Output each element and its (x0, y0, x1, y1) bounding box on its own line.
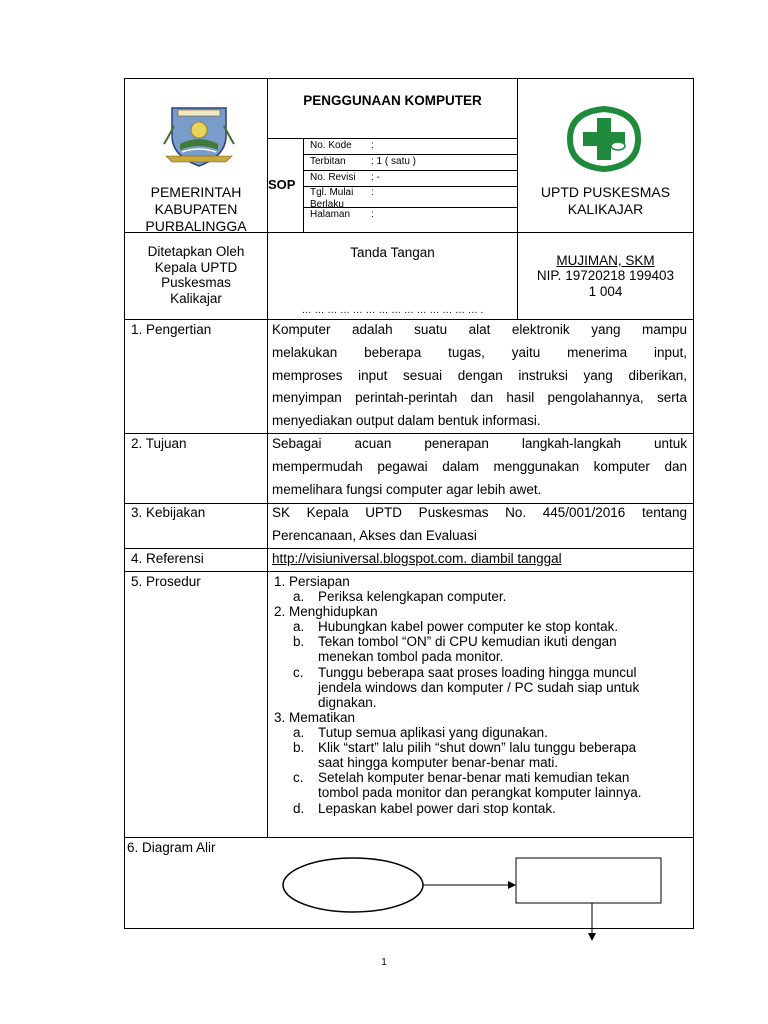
pengertian-line: memproses input sesuai dengan instruksi yang diberikan, (272, 368, 687, 383)
step-item: Periksa kelengkapan computer. (318, 589, 507, 604)
item-marker: b. (293, 634, 305, 649)
step-item: Klik “start” lalu pilih “shut down” lalu tunggu beberapa (318, 740, 637, 755)
meta-value-no-revisi: : - (371, 172, 380, 183)
section-label-diagram: 6. Diagram Alir (127, 840, 216, 855)
flowchart-process-box (516, 858, 661, 903)
flowchart-arrowhead (508, 881, 516, 889)
step-item: Tekan tombol “ON” di CPU kemudian ikuti dengan (318, 634, 617, 649)
approver-label: Ditetapkan Oleh Kepala UPTD Puskesmas Kalikajar (147, 244, 245, 306)
reference-link[interactable]: http://visiuniversal.blogspot.com. diambil tanggal (272, 551, 562, 566)
step-item: dignakan. (318, 695, 377, 710)
flowchart (268, 838, 693, 943)
section-label-prosedur: 5. Prosedur (131, 574, 201, 589)
tujuan-line: mempermudah pegawai dalam menggunakan komputer dan (272, 459, 687, 474)
meta-label-terbitan: Terbitan (310, 156, 346, 167)
step-heading: 1. Persiapan (274, 574, 350, 589)
section-label-referensi: 4. Referensi (131, 551, 204, 566)
org-name: UPTD PUSKESMAS KALIKAJAR (540, 184, 671, 217)
step-item: jendela windows dan komputer / PC sudah siap untuk (318, 680, 640, 695)
step-heading: 2. Menghidupkan (274, 604, 378, 619)
meta-value-halaman: : (371, 209, 374, 220)
pengertian-line: Komputer adalah suatu alat elektronik yang mampu (272, 322, 687, 337)
sop-label: SOP (268, 177, 296, 192)
step-item: Tutup semua aplikasi yang digunakan. (318, 725, 548, 740)
gov-name: PEMERINTAH KABUPATEN PURBALINGGA (145, 184, 247, 234)
section-label-pengertian: 1. Pengertian (131, 322, 212, 337)
step-item: Lepaskan kabel power dari stop kontak. (318, 801, 556, 816)
meta-label-halaman: Halaman (310, 209, 351, 220)
kebijakan-line: Perencanaan, Akses dan Evaluasi (272, 528, 477, 543)
item-marker: d. (293, 801, 305, 816)
approver-name: MUJIMAN, SKM (556, 253, 655, 268)
meta-label-no-kode: No. Kode (310, 140, 352, 151)
flowchart-down-arrowhead (588, 933, 596, 941)
item-marker: c. (293, 770, 304, 785)
step-heading: 3. Mematikan (274, 710, 356, 725)
approver-nip: NIP. 19720218 199403 1 004 (536, 268, 675, 299)
step-item: menekan tombol pada monitor. (318, 649, 504, 664)
document-title: PENGGUNAAN KOMPUTER (303, 93, 482, 108)
item-marker: c. (293, 665, 304, 680)
flowchart-start-ellipse (283, 858, 423, 912)
section-label-tujuan: 2. Tujuan (131, 436, 187, 451)
step-item: Hubungkan kabel power computer ke stop kontak. (318, 619, 619, 634)
meta-label-no-revisi: No. Revisi (310, 172, 356, 183)
meta-value-tgl-berlaku: : (371, 187, 374, 198)
item-marker: b. (293, 740, 305, 755)
step-item: saat hingga komputer benar-benar mati. (318, 755, 559, 770)
item-marker: a. (293, 589, 305, 604)
signature-line: … … … … … … … … … … … … … … . (301, 305, 484, 316)
meta-label-tgl-berlaku: Tgl. Mulai Berlaku (310, 187, 354, 210)
meta-value-terbitan: : 1 ( satu ) (371, 156, 417, 167)
pengertian-line: melakukan beberapa tugas, yaitu menerima input, (272, 345, 687, 360)
step-item: Setelah komputer benar-benar mati kemudian tekan (318, 770, 630, 785)
tujuan-line: Sebagai acuan penerapan langkah-langkah untuk (272, 436, 687, 451)
item-marker: a. (293, 619, 305, 634)
tujuan-line: memelihara fungsi computer agar lebih awet. (272, 482, 542, 497)
pengertian-line: menyimpan perintah-perintah dan hasil pengolahannya, serta (272, 390, 687, 405)
signature-label: Tanda Tangan (350, 245, 435, 260)
step-item: Tunggu beberapa saat proses loading hingga muncul (318, 665, 637, 680)
health-cross-icon (566, 106, 642, 172)
section-label-kebijakan: 3. Kebijakan (131, 505, 206, 520)
item-marker: a. (293, 725, 305, 740)
meta-value-no-kode: : (371, 140, 374, 151)
regency-emblem-icon (160, 104, 238, 168)
pengertian-line: menyediakan output dalam bentuk informasi. (272, 413, 541, 428)
step-item: tombol pada monitor dan perangkat komputer lainnya. (318, 785, 642, 800)
kebijakan-line: SK Kepala UPTD Puskesmas No. 445/001/2016 tentang (272, 505, 687, 520)
page-number: 1 (381, 957, 387, 968)
